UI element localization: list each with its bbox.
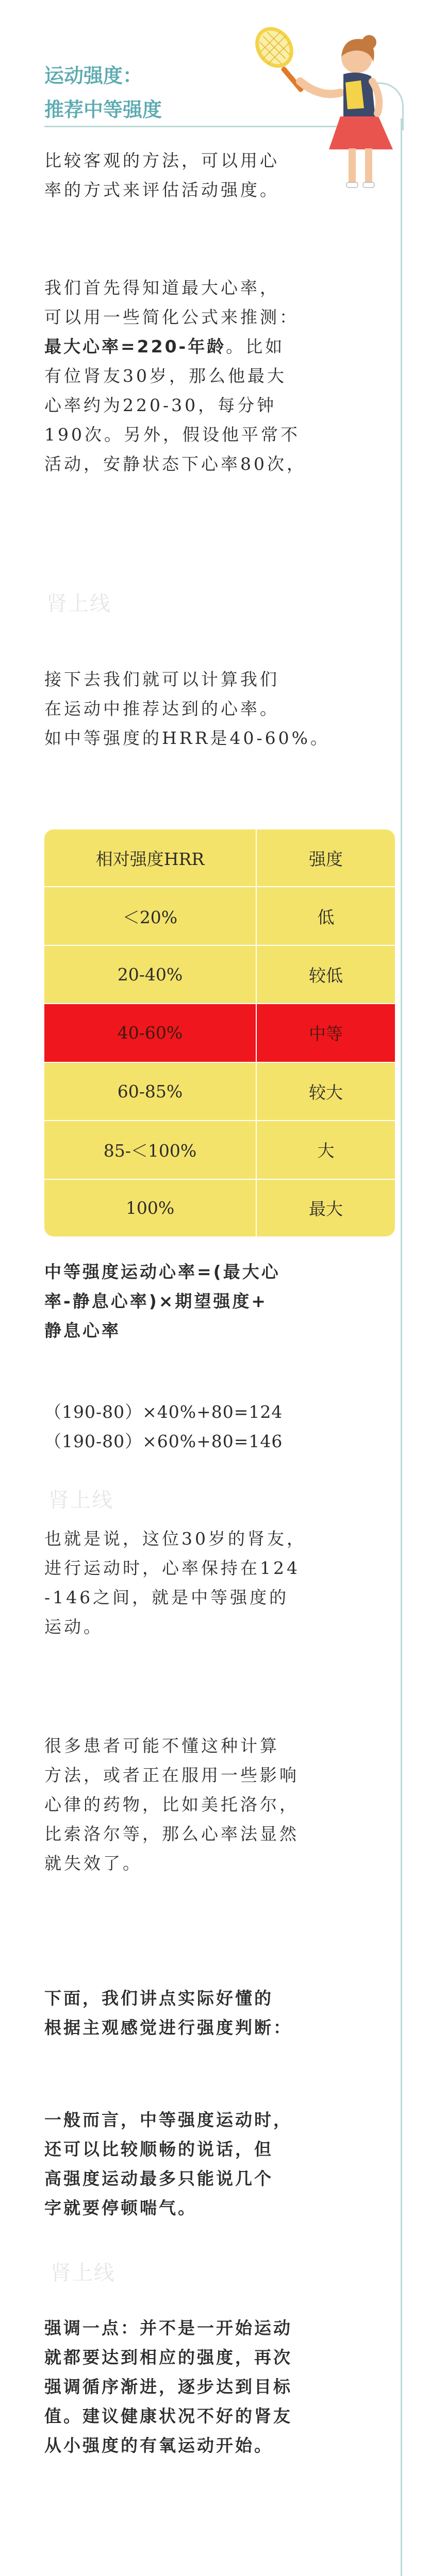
text-line: 很多患者可能不懂这种计算: [44, 1736, 279, 1756]
text-line: 如中等强度的HRR是40-60%。: [44, 728, 330, 748]
text-line: 从小强度的有氧运动开始。: [44, 2435, 273, 2455]
text-line: 就失效了。: [44, 1853, 142, 1873]
target-heart-rate-formula: [44, 1257, 395, 1345]
medication-paragraph: [44, 1731, 395, 1878]
text-line: 最大心率=220-年龄。比如: [44, 336, 285, 357]
calc-line: （190-80）×60%+80=146: [44, 1431, 283, 1451]
text-line: 下面，我们讲点实际好懂的: [44, 1988, 273, 2008]
conclusion-paragraph: [44, 1524, 395, 1641]
text-line: 高强度运动最多只能说几个: [44, 2168, 273, 2189]
text-line: 也就是说，这位30岁的肾友，: [44, 1529, 306, 1549]
text-line: 比较客观的方法，可以用心: [44, 150, 279, 171]
table-cell: 大: [256, 1121, 395, 1179]
text-line: 根据主观感觉进行强度判断：: [44, 2018, 292, 2038]
max-heart-rate-formula: 最大心率=220-年龄: [44, 336, 226, 357]
text-line: 心律的药物，比如美托洛尔，: [44, 1794, 299, 1815]
text-line: 进行运动时，心率保持在124: [44, 1558, 300, 1578]
tennis-racket-icon: [247, 21, 304, 93]
table-row: [44, 887, 395, 945]
text-line: 比索洛尔等，那么心率法显然: [44, 1824, 299, 1844]
hrr-paragraph: [44, 665, 395, 753]
table-cell: 低: [256, 887, 395, 945]
table-row: [44, 1121, 395, 1179]
table-cell: 85-＜100%: [44, 1121, 256, 1179]
talk-test-paragraph: [44, 2105, 395, 2223]
text-line: 我们首先得知道最大心率，: [44, 278, 279, 298]
text-line: 字就要停顿喘气。: [44, 2198, 197, 2218]
emphasis-paragraph: [44, 2313, 395, 2460]
subjective-intro: [44, 1984, 395, 2042]
text-line: 190次。另外，假设他平常不: [44, 425, 300, 445]
text-line: 中等强度运动心率=(最大心: [44, 1262, 280, 1282]
table-cell: ＜20%: [44, 887, 256, 945]
text-line: 率-静息心率)×期望强度+: [44, 1291, 268, 1311]
watermark: 肾上线: [46, 592, 111, 616]
text-line: 有位肾友30岁，那么他最大: [44, 366, 287, 386]
text-line: 还可以比较顺畅的说话，但: [44, 2139, 273, 2159]
section-title-line1: 运动强度：: [44, 64, 143, 87]
text-line: 活动，安静状态下心率80次，: [44, 454, 306, 474]
text-line: 就都要达到相应的强度，再次: [44, 2347, 292, 2367]
text-line: 值。建议健康状况不好的肾友: [44, 2406, 292, 2426]
column-header: 强度: [256, 829, 395, 887]
table-row: [44, 945, 395, 1004]
table-row: [44, 1179, 395, 1236]
section-title: [44, 59, 162, 127]
table-cell: 40-60%: [44, 1004, 256, 1062]
text-line: 接下去我们就可以计算我们: [44, 669, 279, 689]
text-line: 强调循序渐进，逐步达到目标: [44, 2377, 292, 2397]
frame-right-border: [401, 118, 402, 2576]
text-line: 运动。: [44, 1617, 103, 1637]
text-line: 静息心率: [44, 1320, 121, 1341]
text-line: 方法，或者正在服用一些影响: [44, 1765, 299, 1785]
text-line: 心率约为220-30，每分钟: [44, 395, 277, 415]
watermark: 肾上线: [48, 1488, 113, 1512]
watermark: 肾上线: [51, 2261, 115, 2285]
table-cell: 最大: [309, 1199, 343, 1219]
text-line: -146之间，就是中等强度的: [44, 1587, 289, 1607]
intro-paragraph: [44, 146, 395, 205]
table-header-row: [44, 829, 395, 887]
max-heart-rate-paragraph: [44, 273, 395, 479]
calc-line: （190-80）×40%+80=124: [44, 1402, 283, 1422]
text-line: 强调一点：并不是一开始运动: [44, 2318, 292, 2338]
section-title-line2: 推荐中等强度: [44, 98, 162, 121]
table-cell: 较大: [256, 1062, 395, 1121]
table-cell: 60-85%: [44, 1062, 256, 1121]
table-cell: 100%: [44, 1179, 256, 1236]
table-cell: 20-40%: [44, 945, 256, 1004]
text-line: 在运动中推荐达到的心率。: [44, 699, 279, 719]
text-line: 可以用一些简化公式来推测：: [44, 307, 299, 327]
column-header: 相对强度HRR: [44, 829, 256, 887]
calculation-block: [44, 1397, 395, 1456]
table-cell: 中等: [256, 1004, 395, 1062]
text-line: 率的方式来评估活动强度。: [44, 180, 279, 200]
table-row: [44, 1062, 395, 1121]
table-row-highlighted: [44, 1004, 395, 1062]
intensity-table: [44, 829, 395, 1236]
text-line: 一般而言，中等强度运动时，: [44, 2110, 292, 2130]
table-cell: 较低: [256, 945, 395, 1004]
